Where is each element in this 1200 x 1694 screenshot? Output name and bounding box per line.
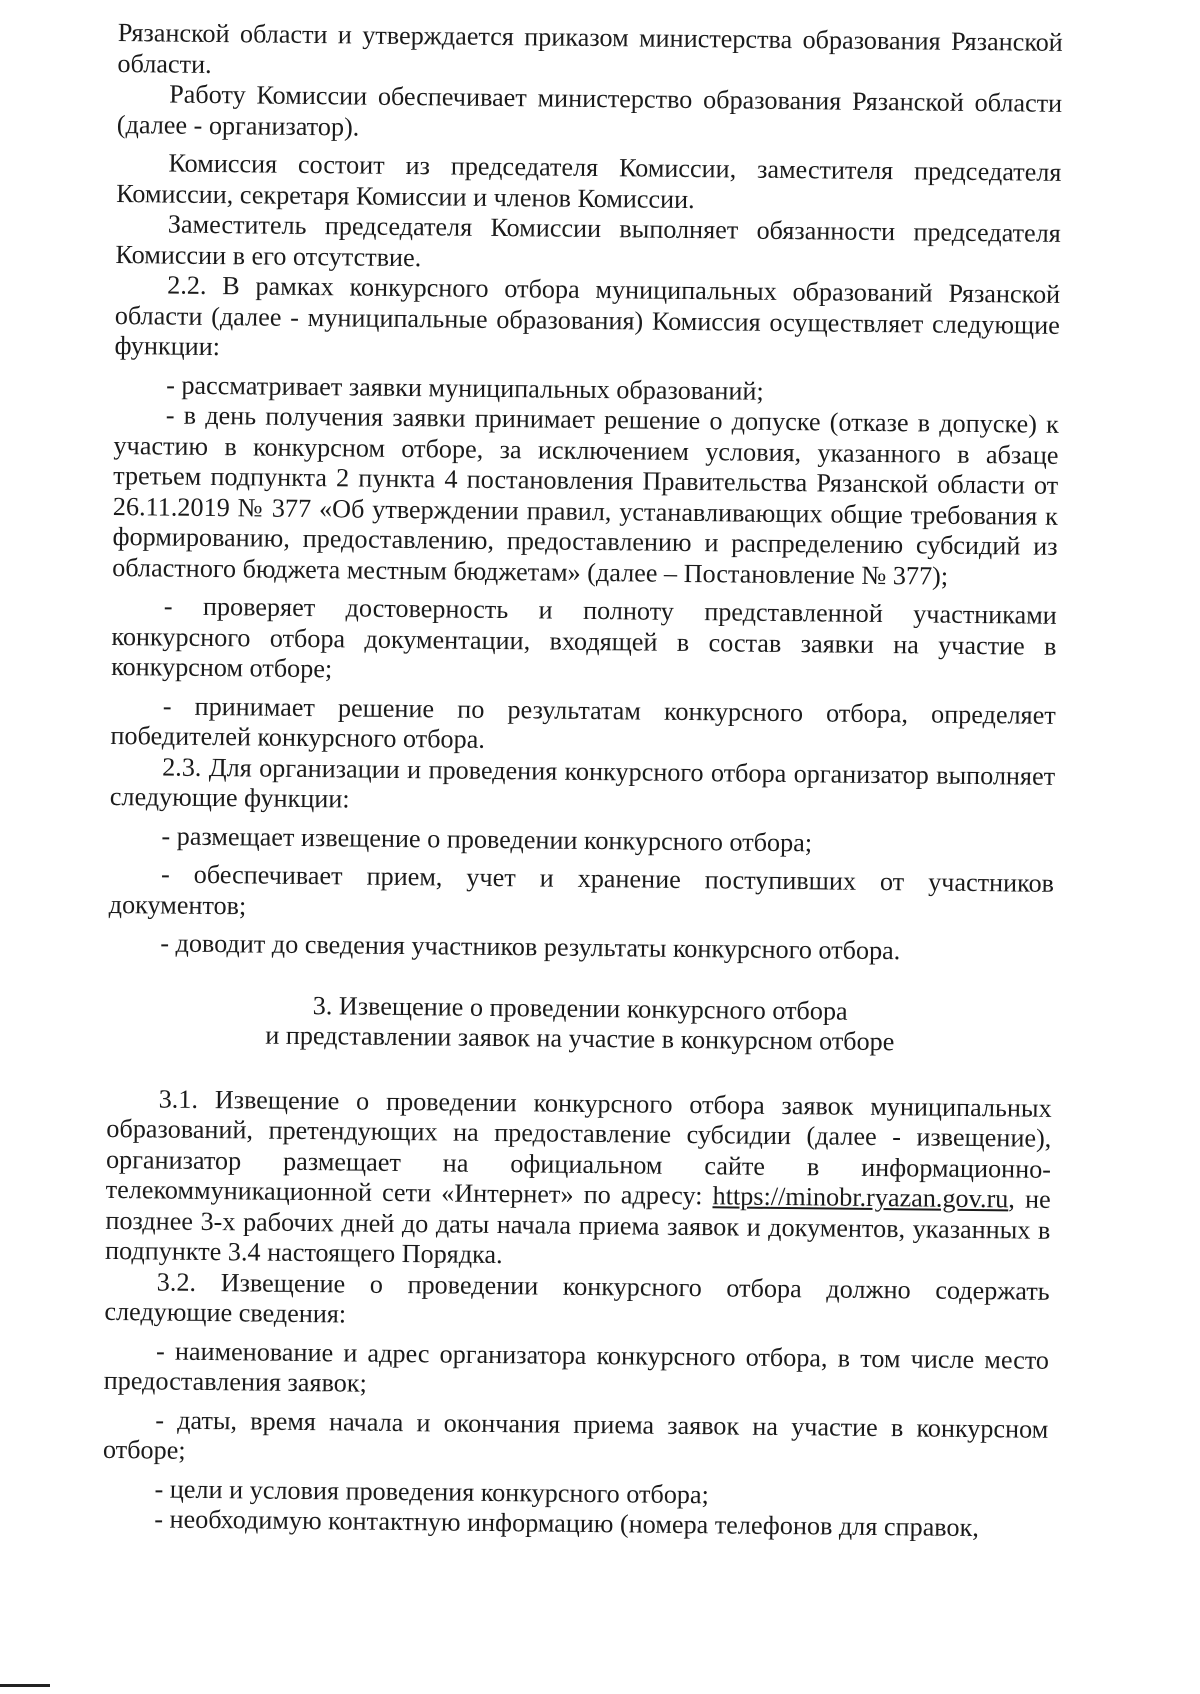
document-body (102, 18, 1063, 1544)
list-item-review-applications: - рассматривает заявки муниципальных образований; (166, 370, 764, 406)
list-item-inform-results: - доводит до сведения участников результаты конкурсного отбора. (160, 928, 901, 966)
list-item-contact-info: - необходимую контактную информацию (номера телефонов для справок, (154, 1504, 979, 1543)
list-item-admission-decision: - в день получения заявки принимает решение о допуске (отказе в допуске) к участию в конкурсном отборе, за исключением условия, указанного в абзаце третьем подпункта 2 пункта 4 постановления Правительства Рязанской области от 26.11.2019 № 377 «Об утверждении правил, устанавливающих общие требования к формированию, предоставлению, предоставлению и распределению субсидий из областного бюджета местным бюджетам» (далее – Постановление № 377); (112, 400, 1059, 591)
paragraph-continuation: Рязанской области и утверждается приказом министерства образования Рязанской области. (117, 18, 1063, 79)
list-item-goals-conditions: - цели и условия проведения конкурсного отбора; (154, 1473, 710, 1509)
list-item-receive-documents: - обеспечивает прием, учет и хранение поступивших от участников документов; (108, 859, 1055, 920)
paragraph-3-2: 3.2. Извещение о проведении конкурсного отбора должно содержать следующие сведения: (104, 1266, 1050, 1329)
list-item-determine-winners: - принимает решение по результатам конкурсного отбора, определяет победителей конкурсного отбора. (110, 691, 1056, 754)
paragraph-2-2: 2.2. В рамках конкурсного отбора муниципальных образований Рязанской области (далее - муниципальные образования) Комиссия осуществляет следующие функции: (114, 270, 1061, 362)
paragraph-commission-composition: Комиссия состоит из председателя Комиссии, заместителя председателя Комиссии, секретаря Комиссии и членов Комиссии. (116, 148, 1062, 214)
scan-edge-mark (0, 1684, 50, 1687)
list-item-verify-documents: - проверяет достоверность и полноту представленной участниками конкурсного отбора документации, входящей в состав заявки на участие в конкурсном отборе; (111, 591, 1057, 684)
paragraph-3-1-text-end: , не позднее 3-х рабочих дней до даты начала приема заявок и документов, указанных в подпункте 3.4 настоящего Порядка. (104, 1184, 1051, 1270)
ministry-website-link[interactable]: https://minobr.ryazan.gov.ru (712, 1181, 1009, 1214)
paragraph-2-3: 2.3. Для организации и проведения конкурсного отбора организатор выполняет следующие функции: (109, 752, 1056, 814)
list-item-dates-times: - даты, время начала и окончания приема заявок на участие в конкурсном отборе; (102, 1404, 1049, 1465)
section-heading-3 (107, 988, 1053, 1059)
paragraph-3-1 (105, 1083, 1052, 1276)
paragraph-3-1-text-start: 3.1. Извещение о проведении конкурсного отбора заявок муниципальных образований, претендующих на предоставление субсидии (далее - извещение), организатор размещает на официальном сайте в информационно-телекоммуникационной сети «Интернет» по адресу: (105, 1083, 1052, 1211)
paragraph-deputy-chair: Заместитель председателя Комиссии выполняет обязанности председателя Комиссии в его отсутствие. (115, 209, 1061, 272)
section-heading-line-1: 3. Извещение о проведении конкурсного отбора (312, 990, 848, 1026)
section-heading-line-2: и представлении заявок на участие в конкурсном отборе (265, 1020, 895, 1057)
list-item-publish-notice: - размещает извещение о проведении конкурсного отбора; (161, 821, 813, 857)
list-item-organizer-name-address: - наименование и адрес организатора конкурсного отбора, в том числе место предоставления заявок; (103, 1335, 1050, 1398)
paragraph-organizer: Работу Комиссии обеспечивает министерство образования Рязанской области (далее - организатор). (116, 79, 1063, 142)
